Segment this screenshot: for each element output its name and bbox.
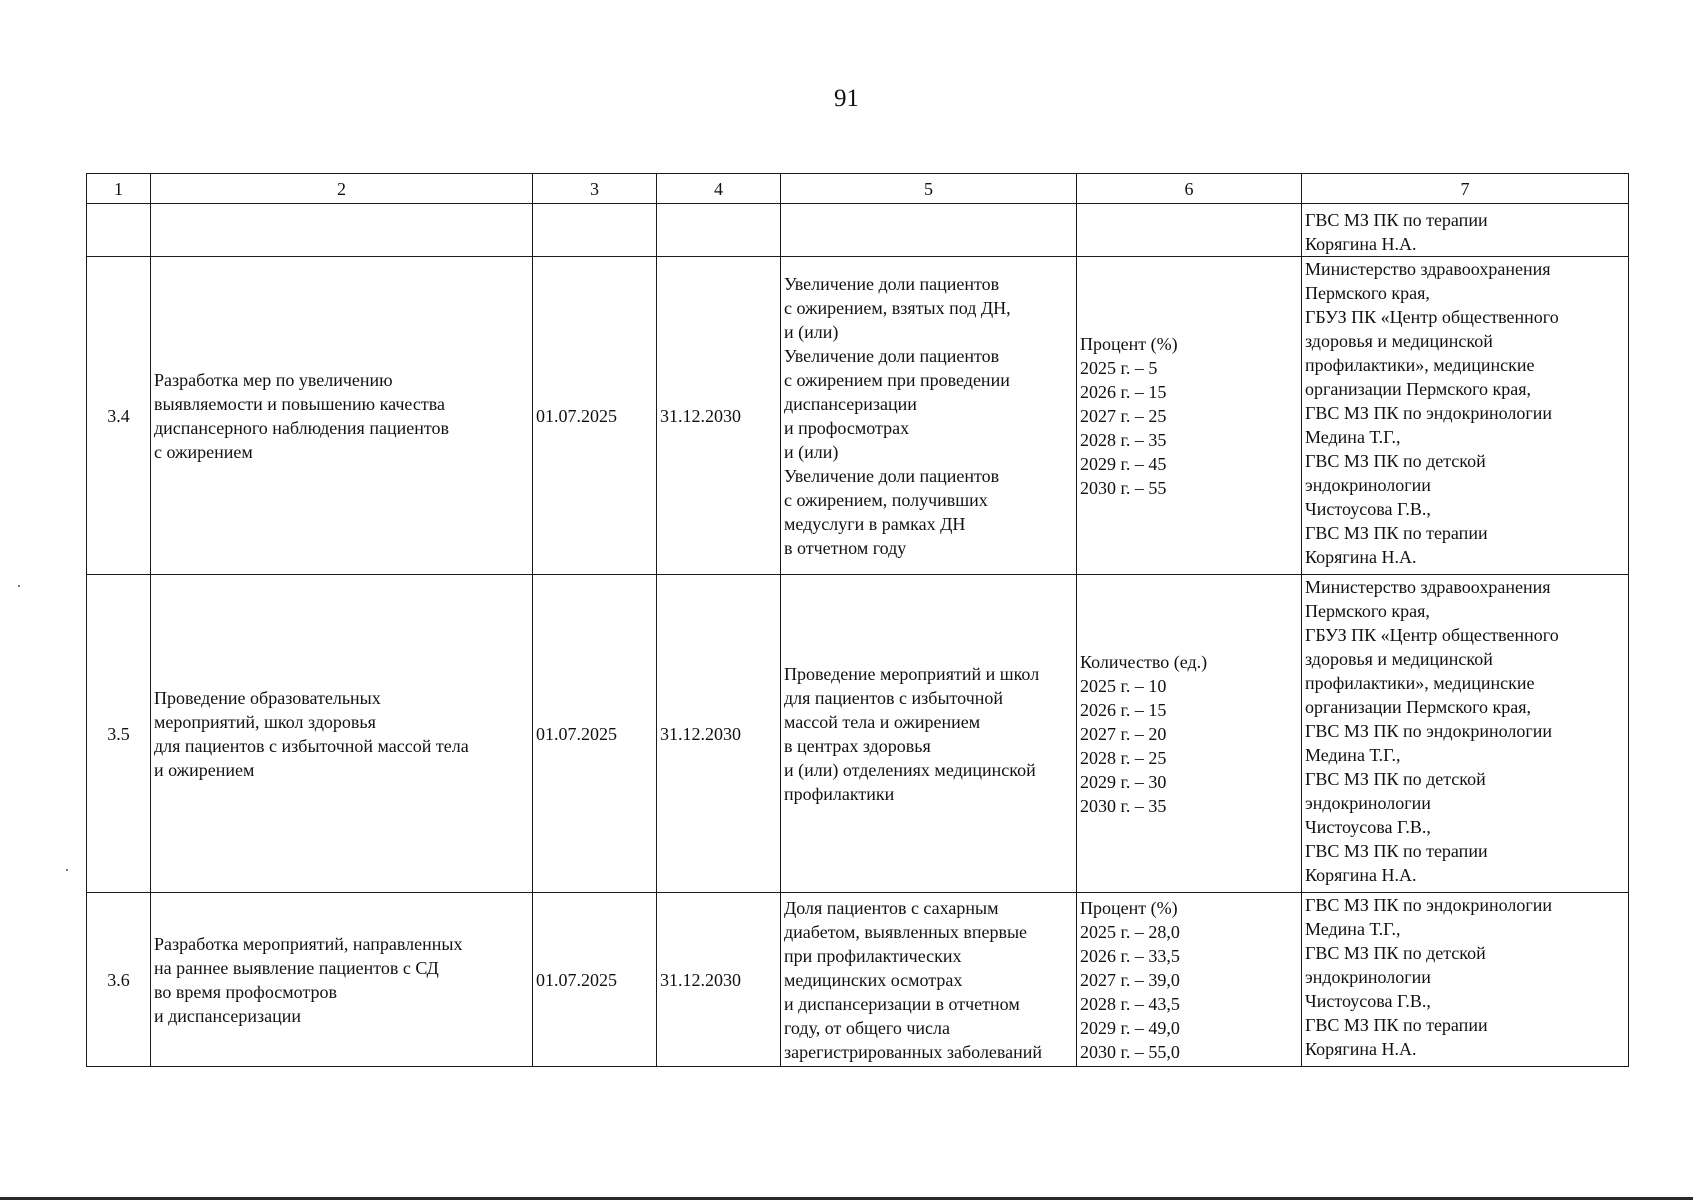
column-header: 2	[151, 174, 533, 204]
start-date-cell: 01.07.2025	[533, 893, 657, 1067]
empty-cell	[781, 204, 1077, 257]
responsible-cell: Министерство здравоохранения Пермского края, ГБУЗ ПК «Центр общественного здоровья и медицинской профилактики», медицинские организации Пермского края, ГВС МЗ ПК по эндокринологии Медина Т.Г., ГВС МЗ ПК по детской эндокринологии Чистоусова Г.В., ГВС МЗ ПК по терапии Корягина Н.А.	[1302, 575, 1629, 893]
target-values-cell: Количество (ед.) 2025 г. – 10 2026 г. – 15 2027 г. – 20 2028 г. – 25 2029 г. – 30 2030 г. – 35	[1077, 575, 1302, 893]
table-row	[87, 575, 1629, 893]
table-row-continuation	[87, 204, 1629, 257]
indicator-cell: Проведение мероприятий и школ для пациентов с избыточной массой тела и ожирением в центрах здоровья и (или) отделениях медицинской профилактики	[781, 575, 1077, 893]
target-values-cell: Процент (%) 2025 г. – 28,0 2026 г. – 33,5 2027 г. – 39,0 2028 г. – 43,5 2029 г. – 49,0 2030 г. – 55,0	[1077, 893, 1302, 1067]
end-date-cell: 31.12.2030	[657, 257, 781, 575]
indicator-cell: Доля пациентов с сахарным диабетом, выявленных впервые при профилактических медицинских осмотрах и диспансеризации в отчетном году, от общего числа зарегистрированных заболеваний	[781, 893, 1077, 1067]
indicator-cell: Увеличение доли пациентов с ожирением, взятых под ДН, и (или) Увеличение доли пациентов с ожирением при проведении диспансеризации и профосмотрах и (или) Увеличение доли пациентов с ожирением, получивших медуслуги в рамках ДН в отчетном году	[781, 257, 1077, 575]
empty-cell	[87, 204, 151, 257]
empty-cell	[657, 204, 781, 257]
responsible-cell: ГВС МЗ ПК по терапии Корягина Н.А.	[1302, 204, 1629, 257]
column-header: 5	[781, 174, 1077, 204]
activity-cell: Разработка мероприятий, направленных на раннее выявление пациентов с СД во время профосмотров и диспансеризации	[151, 893, 533, 1067]
table-row	[87, 257, 1629, 575]
empty-cell	[151, 204, 533, 257]
end-date-cell: 31.12.2030	[657, 893, 781, 1067]
column-header: 3	[533, 174, 657, 204]
column-header: 1	[87, 174, 151, 204]
end-date-cell: 31.12.2030	[657, 575, 781, 893]
empty-cell	[1077, 204, 1302, 257]
activity-cell: Проведение образовательных мероприятий, школ здоровья для пациентов с избыточной массой тела и ожирением	[151, 575, 533, 893]
row-number: 3.5	[87, 575, 151, 893]
column-header: 6	[1077, 174, 1302, 204]
responsible-cell: ГВС МЗ ПК по эндокринологии Медина Т.Г., ГВС МЗ ПК по детской эндокринологии Чистоусова Г.В., ГВС МЗ ПК по терапии Корягина Н.А.	[1302, 893, 1629, 1067]
row-number: 3.6	[87, 893, 151, 1067]
target-values-cell: Процент (%) 2025 г. – 5 2026 г. – 15 2027 г. – 25 2028 г. – 35 2029 г. – 45 2030 г. – 55	[1077, 257, 1302, 575]
measures-table	[86, 173, 1629, 1067]
column-header: 7	[1302, 174, 1629, 204]
column-header: 4	[657, 174, 781, 204]
start-date-cell: 01.07.2025	[533, 257, 657, 575]
activity-cell: Разработка мер по увеличению выявляемости и повышению качества диспансерного наблюдения пациентов с ожирением	[151, 257, 533, 575]
table-header-row	[87, 174, 1629, 204]
start-date-cell: 01.07.2025	[533, 575, 657, 893]
scan-speck	[18, 585, 20, 587]
responsible-cell: Министерство здравоохранения Пермского края, ГБУЗ ПК «Центр общественного здоровья и медицинской профилактики», медицинские организации Пермского края, ГВС МЗ ПК по эндокринологии Медина Т.Г., ГВС МЗ ПК по детской эндокринологии Чистоусова Г.В., ГВС МЗ ПК по терапии Корягина Н.А.	[1302, 257, 1629, 575]
row-number: 3.4	[87, 257, 151, 575]
page-number: 91	[834, 85, 859, 112]
empty-cell	[533, 204, 657, 257]
scan-speck	[66, 869, 68, 871]
table-row	[87, 893, 1629, 1067]
